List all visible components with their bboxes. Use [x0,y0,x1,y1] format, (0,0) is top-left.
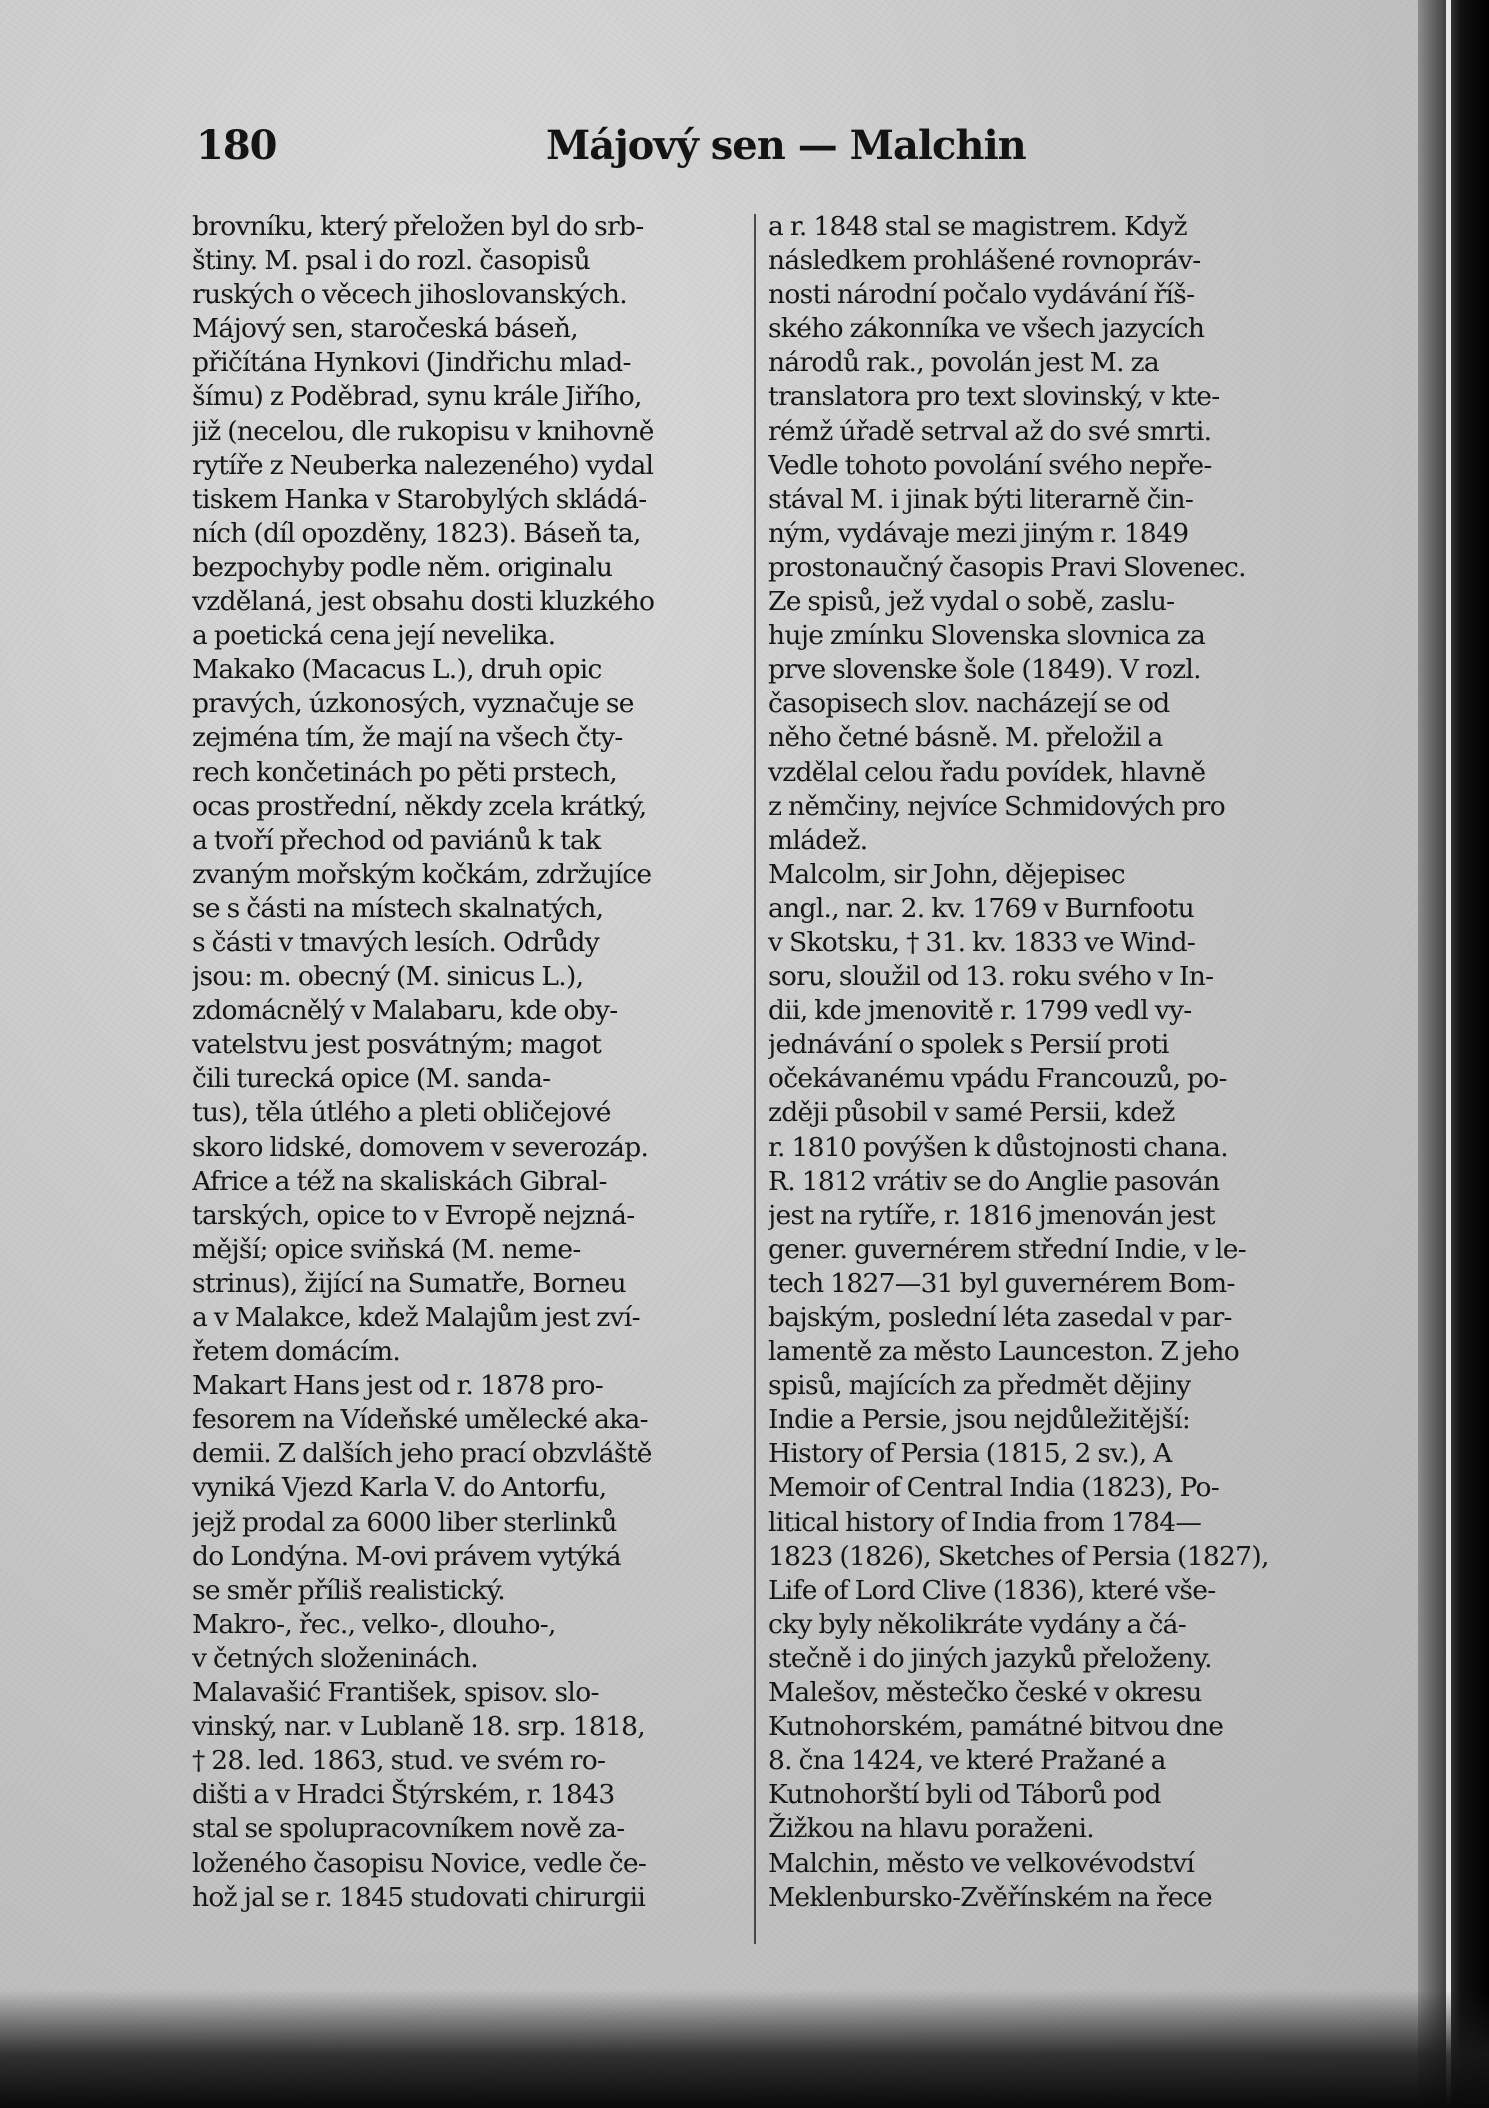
text-line: Indie a Persie, jsou nejdůležitější: [768,1404,1191,1436]
text-line: následkem prohlášené rovnopráv- [768,245,1201,277]
text-line: s části v tmavých lesích. Odrůdy [192,926,600,958]
text-line: Africe a též na skaliskách Gibral- [192,1165,607,1197]
left-text-column [192,210,744,1915]
text-line: 1823 (1826), Sketches of Persia (1827), [768,1540,1269,1572]
text-line: ným, vydávaje mezi jiným r. 1849 [768,517,1189,549]
text-line: mládež. [768,824,868,856]
book-gutter-shadow [1418,0,1489,2108]
text-line: se směr příliš realistický. [192,1574,505,1606]
text-line: jednávání o spolek s Persií proti [768,1029,1169,1061]
text-line: strinus), žijící na Sumatře, Borneu [192,1267,626,1299]
text-line: fesorem na Vídeňské umělecké aka- [192,1404,648,1436]
text-line: Malavašić František, spisov. slo- [192,1677,599,1709]
text-line: Memoir of Central India (1823), Po- [768,1472,1220,1504]
text-line: litical history of India from 1784— [768,1506,1202,1538]
text-line: demii. Z dalších jeho prací obzvláště [192,1438,652,1470]
text-line: z němčiny, nejvíce Schmidových pro [768,790,1225,822]
text-line: loženého časopisu Novice, vedle če- [192,1847,647,1879]
text-line: prostonaučný časopis Pravi Slovenec. [768,551,1246,583]
text-line: a v Malakce, kdež Malajům jest zví- [192,1302,640,1333]
text-line: jest na rytíře, r. 1816 jmenován jest [768,1199,1215,1231]
text-line: řetem domácím. [192,1336,401,1368]
text-line: tiskem Hanka v Starobylých skládá- [192,483,647,515]
text-line: zdomácnělý v Malabaru, kde oby- [192,995,618,1027]
text-line: dii, kde jmenovitě r. 1799 vedl vy- [768,995,1192,1027]
right-text-column [768,210,1328,1915]
text-line: gener. guvernérem střední Indie, v le- [768,1233,1246,1265]
text-line: lamentě za město Launceston. Z jeho [768,1336,1239,1368]
text-line: vinský, nar. v Lublaně 18. srp. 1818, [192,1711,646,1743]
text-line: zději působil v samé Persii, kdež [768,1097,1175,1129]
text-line: zejména tím, že mají na všech čty- [192,722,623,754]
text-line: r. 1810 povýšen k důstojnosti chana. [768,1131,1228,1163]
text-line: něho četné básně. M. přeložil a [768,722,1163,754]
text-line: † 28. led. 1863, stud. ve svém ro- [192,1745,606,1777]
text-line: R. 1812 vrátiv se do Anglie pasován [768,1165,1220,1197]
text-line: a r. 1848 stal se magistrem. Když [768,211,1187,242]
text-line: Makako (Macacus L.), druh opic [192,654,602,686]
text-line: hož jal se r. 1845 studovati chirurgii [192,1881,646,1913]
text-line: a poetická cena její nevelika. [192,620,556,652]
text-line: stával M. i jinak býti literarně čin- [768,483,1194,515]
text-line: Májový sen, staročeská báseň, [192,313,578,345]
text-line: bezpochyby podle něm. originalu [192,551,613,583]
text-line: již (necelou, dle rukopisu v knihovně [192,415,654,447]
text-line: se s části na místech skalnatých, [192,892,604,924]
text-line: Makro-, řec., velko-, dlouho-, [192,1608,556,1640]
text-line: Malchin, město ve velkovévodství [768,1847,1195,1879]
text-line: translatora pro text slovinský, v kte- [768,381,1220,413]
text-line: angl., nar. 2. kv. 1769 v Burnfootu [768,892,1194,924]
scan-bottom-shadow [0,1990,1489,2108]
text-line: vatelstvu jest posvátným; magot [192,1029,602,1061]
text-line: očekávanému vpádu Francouzů, po- [768,1063,1227,1095]
page-edge [1446,0,1451,2108]
text-line: Life of Lord Clive (1836), které vše- [768,1574,1216,1606]
text-line: nosti národní počalo vydávání říš- [768,279,1195,311]
text-line: štiny. M. psal i do rozl. časopisů [192,245,590,277]
page-header [196,118,1306,178]
text-line: Kutnohorští byli od Táborů pod [768,1779,1161,1811]
text-line: ních (díl opozděny, 1823). Báseň ta, [192,517,641,549]
running-head: Májový sen — Malchin [546,122,1026,169]
text-line: přičítána Hynkovi (Jindřichu mlad- [192,347,631,379]
text-line: šímu) z Poděbrad, synu krále Jiřího, [192,381,642,413]
text-line: časopisech slov. nacházejí se od [768,688,1170,720]
text-line: tech 1827—31 byl guvernérem Bom- [768,1267,1235,1299]
text-line: prve slovenske šole (1849). V rozl. [768,654,1201,686]
text-line: rytíře z Neuberka nalezeného) vydal [192,449,654,481]
text-line: jsou: m. obecný (M. sinicus L.), [192,961,584,993]
text-line: vzdělal celou řadu povídek, hlavně [768,756,1206,788]
text-line: rémž úřadě setrval až do své smrti. [768,415,1212,447]
text-line: vzdělaná, jest obsahu dosti kluzkého [192,586,655,618]
text-line: tus), těla útlého a pleti obličejové [192,1097,611,1129]
text-line: Kutnohorském, památné bitvou dne [768,1711,1224,1743]
text-line: Meklenbursko-Zvěřínském na řece [768,1881,1212,1913]
text-line: spisů, majících za předmět dějiny [768,1370,1191,1402]
text-line: ského zákonníka ve všech jazycích [768,313,1205,345]
text-line: národů rak., povolán jest M. za [768,347,1159,379]
page-number: 180 [196,122,277,169]
text-line: Malcolm, sir John, dějepisec [768,858,1125,890]
text-line: a tvoří přechod od paviánů k tak [192,824,601,856]
text-line: rech končetinách po pěti prstech, [192,756,617,788]
text-line: pravých, úzkonosých, vyznačuje se [192,688,634,720]
text-line: jejž prodal za 6000 liber sterlinků [192,1506,617,1538]
text-line: bajským, poslední léta zasedal v par- [768,1302,1232,1333]
text-line: čili turecká opice (M. sanda- [192,1063,551,1095]
text-line: v Skotsku, † 31. kv. 1833 ve Wind- [768,926,1196,958]
text-line: 8. čna 1424, ve které Pražané a [768,1745,1166,1777]
text-line: stal se spolupracovníkem nově za- [192,1813,625,1845]
text-line: v četných složeninách. [192,1642,478,1674]
text-line: History of Persia (1815, 2 sv.), A [768,1438,1172,1470]
text-line: tarských, opice to v Evropě nejzná- [192,1199,635,1231]
text-line: zvaným mořským kočkám, zdržujíce [192,858,652,890]
text-line: dišti a v Hradci Štýrském, r. 1843 [192,1779,615,1811]
text-line: cky byly několikráte vydány a čá- [768,1608,1186,1640]
text-line: ruských o věcech jihoslovanských. [192,279,628,311]
text-line: Makart Hans jest od r. 1878 pro- [192,1370,604,1402]
text-line: ocas prostřední, někdy zcela krátký, [192,790,647,822]
text-line: Ze spisů, jež vydal o sobě, zaslu- [768,586,1175,618]
column-divider [754,214,756,1944]
text-line: Žižkou na hlavu poraženi. [768,1813,1094,1845]
text-line: Malešov, městečko české v okresu [768,1677,1202,1709]
text-line: vyniká Vjezd Karla V. do Antorfu, [192,1472,607,1504]
text-line: brovníku, který přeložen byl do srb- [192,211,644,242]
text-line: Vedle tohoto povolání svého nepře- [768,449,1212,481]
text-line: stečně i do jiných jazyků přeloženy. [768,1642,1212,1674]
text-line: soru, sloužil od 13. roku svého v In- [768,961,1214,993]
text-line: mější; opice sviňská (M. neme- [192,1233,581,1265]
text-line: skoro lidské, domovem v severozáp. [192,1131,649,1163]
text-line: huje zmínku Slovenska slovnica za [768,620,1206,652]
text-line: do Londýna. M-ovi právem vytýká [192,1540,621,1572]
